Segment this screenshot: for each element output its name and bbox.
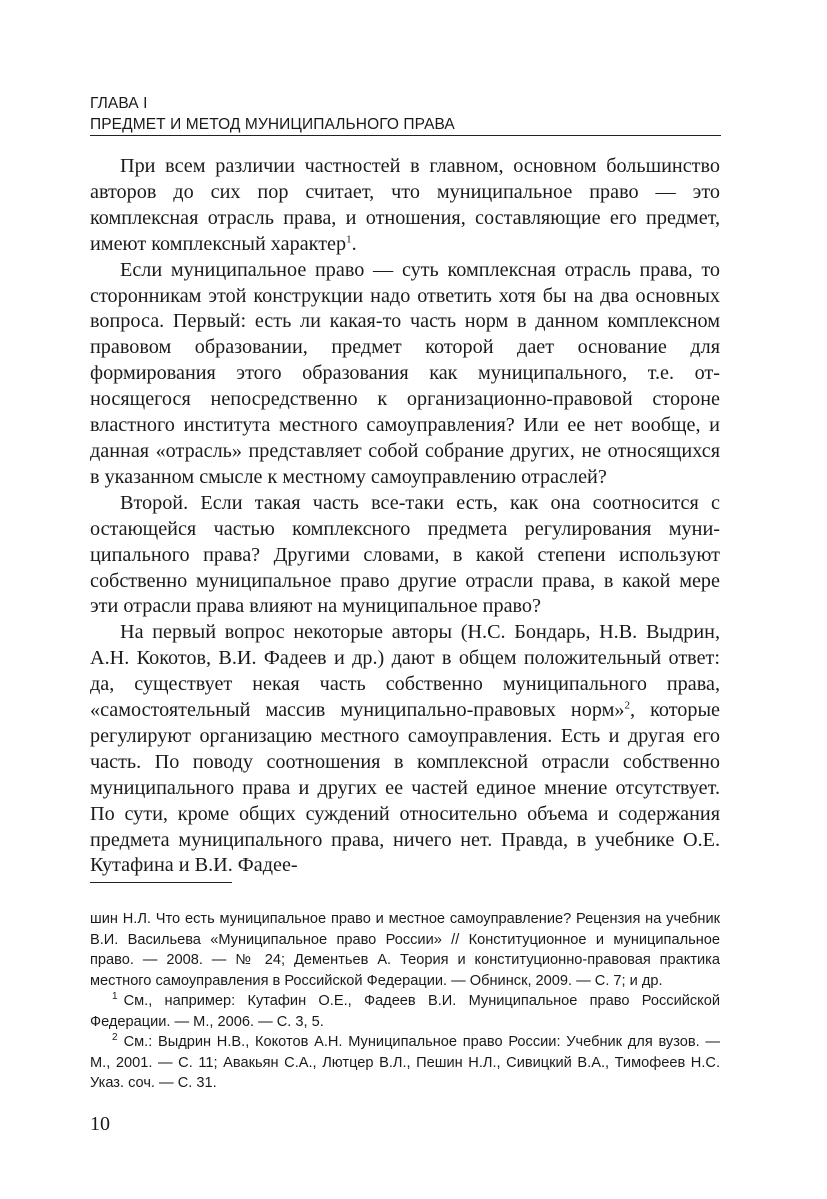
footnotes — [90, 909, 720, 1094]
footnote-continuation: шин Н.Л. Что есть муниципальное право и местное самоуправление? Рецензия на учебник В.И. Васильева «Муниципальное право России» // Конституционное и муниципальное право. — 2008. — № 24; Дементьев А. Теория и конституционно-правовая практика местного самоуправления в Российской Федерации. — Обнинск, 2009. — С. 7; и др. — [90, 911, 720, 989]
footnote-mark: 2 — [112, 1032, 118, 1044]
main-text — [90, 154, 720, 879]
header-divider — [90, 135, 721, 136]
chapter-title: ПРЕДМЕТ И МЕТОД МУНИЦИПАЛЬНОГО ПРАВА — [90, 116, 455, 133]
running-header — [90, 93, 720, 135]
page-number: 10 — [90, 1113, 110, 1135]
paragraph-2: Если муниципальное право — суть комплексная отрасль права, то сторонникам этой конструкции надо ответить хотя бы на два основных вопроса. Первый: есть ли какая-то часть норм в данном комплексном правовом образовании, предмет которой дает основание для формирования этого образования как муниципального, т.е. относящегося непосредственно к организационно-правовой стороне властного института местного самоуправления? Или ее нет вообще, и данная «отрасль» представляет собой собрание других, не относящихся в указанном смысле к местному самоуправлению отраслей? — [90, 258, 720, 488]
footnote-mark: 1 — [112, 991, 118, 1003]
paragraph-1: При всем различии частностей в главном, основном большинство авторов до сих пор считает, что муниципальное право — это комплексная отрасль права, и отношения, составляющие его предмет, имеют комплексный характер$^1$. — [90, 155, 720, 255]
footnote-1: $^1$ См., например: Кутафин О.Е., Фадеев В.И. Муниципальное право Российской Федерации. — М., 2006. — С. 3, 5. — [90, 991, 720, 1030]
paragraph-3: Второй. Если такая часть все-таки есть, как она соотносится с остающейся частью комплексного предмета регулирования муниципального права? Другими словами, в какой степени используют собственно муниципальное право другие отрасли права, в какой мере эти отрасли права влияют на муниципальное право? — [90, 491, 720, 618]
footnote-ref-2: 2 — [624, 699, 630, 712]
footnote-divider — [90, 882, 232, 883]
footnote-2: $^2$ См.: Выдрин Н.В., Кокотов А.Н. Муниципальное право России: Учебник для вузов. — М., 2001. — С. 11; Авакьян С.А., Лютцер В.Л., Пешин Н.Л., Сивицкий В.А., Тимофеев Н.С. Указ. соч. — С. 31. — [90, 1032, 720, 1091]
paragraph-4: На первый вопрос некоторые авторы (Н.С. Бондарь, Н.В. Выдрин, А.Н. Кокотов, В.И. Фадеев и др.) дают в общем положительный ответ: да, существует некая часть собственно муниципального права, «самостоятельный массив муниципально-правовых норм»$^2$, которые регулируют организацию местного самоуправления. Есть и другая его часть. По поводу соотношения в комплексной отрасли собственно муниципального права и других ее частей единое мнение отсутствует. По сути, кроме общих суждений относительно объема и содержания предмета муниципального права, ничего нет. Правда, в учебнике О.Е. Кутафина и В.И. Фадее- — [90, 621, 720, 877]
footnote-ref-1: 1 — [346, 232, 352, 245]
chapter-label: ГЛАВА I — [90, 95, 148, 112]
